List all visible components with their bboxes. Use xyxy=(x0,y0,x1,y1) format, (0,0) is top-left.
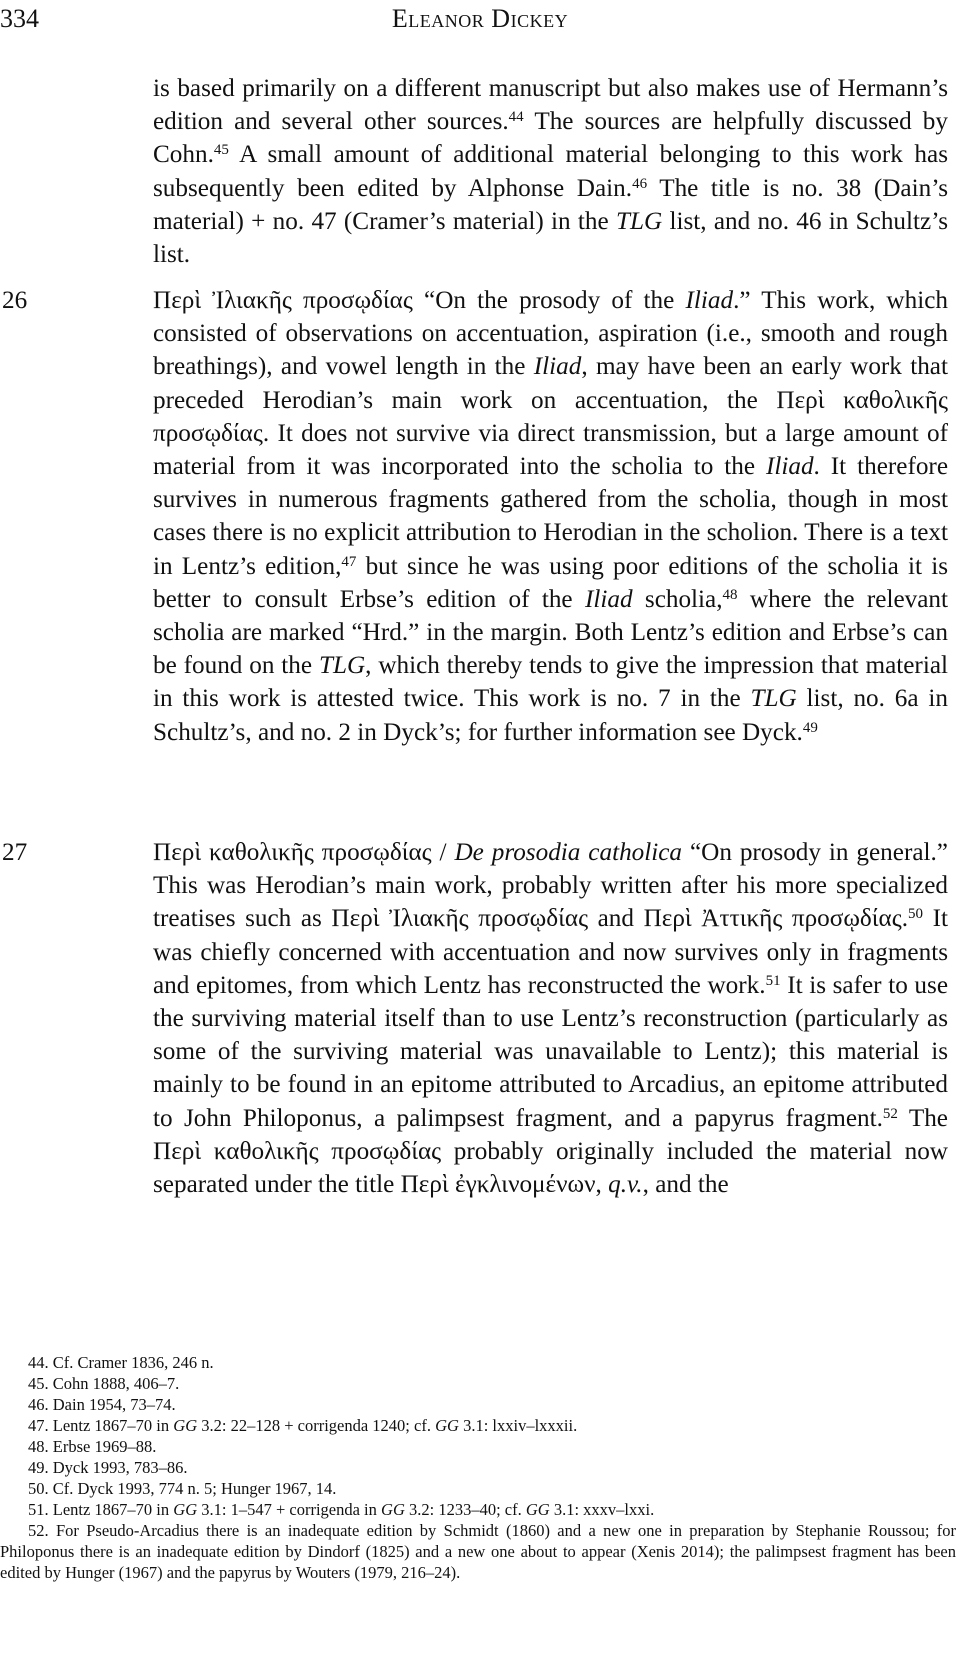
footnote-49: 49. Dyck 1993, 783–86. xyxy=(28,1458,188,1477)
section-number-26: 26 xyxy=(2,287,28,314)
greek-title: Περὶ Ἀττικῆς προσῳδίας xyxy=(643,905,902,933)
footnote-ref[interactable]: 47 xyxy=(341,553,357,570)
footnote-ref[interactable]: 48 xyxy=(722,586,738,603)
footnote-ref[interactable]: 46 xyxy=(632,175,648,192)
running-head: Eleanor Dickey xyxy=(391,4,569,33)
footnote-ref[interactable]: 44 xyxy=(508,109,524,126)
footnote-48: 48. Erbse 1969–88. xyxy=(28,1437,157,1456)
footnote-46: 46. Dain 1954, 73–74. xyxy=(28,1395,176,1414)
footnote-50: 50. Cf. Dyck 1993, 774 n. 5; Hunger 1967, 14. xyxy=(28,1479,337,1498)
footnote-52: 52. For Pseudo-Arcadius there is an inadequate edition by Schmidt (1860) and a new one in preparation by Stephanie Roussou; for Philoponus there is an inadequate edition by Dindorf (1825) and a new one about to appear (Xenis 2014); the palimpsest fragment has been edited by Hunger (1967) and the papyrus by Wouters (1979, 216–24). xyxy=(0,1521,956,1582)
footnote-45: 45. Cohn 1888, 406–7. xyxy=(28,1374,180,1393)
greek-title: Περὶ καθολικῆς προσῳδίας xyxy=(153,839,432,866)
footnote-ref[interactable]: 50 xyxy=(908,906,924,923)
page-header xyxy=(0,4,960,40)
greek-title: Περὶ Ἰλιακῆς προσῳδίας xyxy=(153,287,413,314)
footnote-ref[interactable]: 51 xyxy=(765,972,781,989)
footnote-51: 51. Lentz 1867–70 in GG 3.1: 1–547 + corrigenda in GG 3.2: 1233–40; cf. GG 3.1: xxxv–lxxi. xyxy=(28,1500,655,1519)
section-27-paragraph: Περὶ καθολικῆς προσῳδίας / De prosodia catholica “On prosody in general.” This was Herodian’s main work, probably written after his more specialized treatises such as Περὶ Ἰλιακῆς προσῳδίας and Περὶ Ἀττικῆς προσῳδίας.$^{50}$ It was chiefly concerned with accentuation and now survives only in fragments and epitomes, from which Lentz has reconstructed the work.$^{51}$ It is safer to use the surviving material itself than to use Lentz’s reconstruction (particularly as some of the surviving material was unavailable to Lentz); this material is mainly to be found in an epitome attributed to Arcadius, an epitome attributed to John Philoponus, a palimpsest fragment, and a papyrus fragment.$^{52}$ The Περὶ καθολικῆς προσῳδίας probably originally included the material now separated under the title Περὶ ἐγκλινομένων, q.v., and the xyxy=(153,839,948,1199)
section-number-27: 27 xyxy=(2,839,28,866)
greek-title: Περὶ καθολικῆς προσῳδίας xyxy=(153,1137,442,1165)
footnote-ref[interactable]: 45 xyxy=(213,142,229,159)
section-26-paragraph: Περὶ Ἰλιακῆς προσῳδίας “On the prosody of the Iliad.” This work, which consisted of observations on accentuation, aspiration (i.e., smooth and rough breathings), and vowel length in the Iliad, may have been an early work that preceded Herodian’s main work on accentuation, the Περὶ καθολικῆς προσῳδίας. It does not survive via direct transmission, but a large amount of material from it was incorporated into the scholia to the Iliad. It therefore survives in numerous fragments gathered from the scholia, though in most cases there is no explicit attribution to Herodian in the scholion. There is a text in Lentz’s edition,$^{47}$ but since he was using poor editions of the scholia it is better to consult Erbse’s edition of the Iliad scholia,$^{48}$ where the relevant scholia are marked “Hrd.” in the margin. Both Lentz’s edition and Erbse’s can be found on the TLG, which thereby tends to give the impression that material in this work is attested twice. This work is no. 7 in the TLG list, no. 6a in Schultz’s, and no. 2 in Dyck’s; for further information see Dyck.$^{49}$ xyxy=(153,287,948,746)
footnote-ref[interactable]: 52 xyxy=(882,1105,898,1122)
greek-title: Περὶ Ἰλιακῆς προσῳδίας xyxy=(331,905,589,933)
footnotes xyxy=(0,1352,960,1583)
footnote-44: 44. Cf. Cramer 1836, 246 n. xyxy=(28,1353,214,1372)
greek-title: Περὶ ἐγκλινομένων xyxy=(400,1171,596,1199)
greek-title: Περὶ καθολικῆς προσῳδίας xyxy=(153,386,948,447)
footnote-ref[interactable]: 49 xyxy=(802,719,818,736)
footnote-47: 47. Lentz 1867–70 in GG 3.2: 22–128 + corrigenda 1240; cf. GG 3.1: lxxiv–lxxxii. xyxy=(28,1416,578,1435)
page-number: 334 xyxy=(0,4,39,33)
intro-paragraph: is based primarily on a different manuscript but also makes use of Hermann’s edition and several other sources.$^{44}$ The sources are helpfully discussed by Cohn.$^{45}$ A small amount of additional material belonging to this work has subsequently been edited by Alphonse Dain.$^{46}$ The title is no. 38 (Dain’s material) + no. 47 (Cramer’s material) in the TLG list, and no. 46 in Schultz’s list. xyxy=(153,75,948,269)
